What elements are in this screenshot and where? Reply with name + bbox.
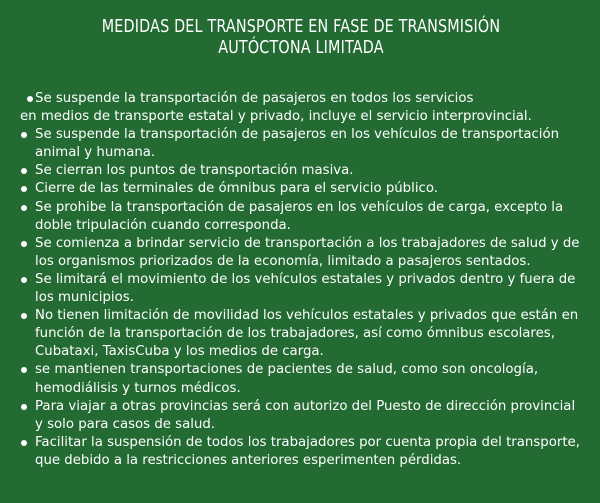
bullet-icon [21,404,27,410]
bullet-icon [21,186,27,192]
bullet-icon [21,367,27,373]
list-item-lead: Se suspende la transportación de pasajeros en todos los servicios [35,91,474,106]
list-item-text: No tienen limitación de movilidad los vehículos estatales y privados que están en función de la transportación de los trabajadores, así como ómnibus escolares, Cubataxi, TaxisCuba y los medios de carga. [35,308,579,360]
list-item [20,361,582,397]
bullet-icon [21,132,27,138]
page-title [71,17,532,59]
measures-list [20,90,582,470]
list-item-text: Para viajar a otras provincias será con autorizo del Puesto de dirección provincial y solo para casos de salud. [35,398,576,432]
bullet-icon [27,96,33,102]
list-item-text: Se prohibe la transportación de pasajeros en los vehículos de carga, excepto la doble tripulación cuando corresponda. [35,199,564,233]
bullet-icon [21,277,27,283]
list-item-text: se mantienen transportaciones de pacientes de salud, como son oncología, hemodiálisis y turnos médicos. [35,362,539,396]
bullet-icon [21,205,27,211]
bullet-icon [21,440,27,446]
list-item [20,162,582,180]
list-item-text: Se limitará el movimiento de los vehículos estatales y privados dentro y fuera de los municipios. [35,271,576,306]
bullet-icon [21,313,27,319]
list-item [20,235,582,271]
title-line-1: MEDIDAS DEL TRANSPORTE EN FASE DE TRANSMISIÓN [101,17,501,37]
list-item [20,434,582,470]
list-item-text: Se comienza a brindar servicio de transportación a los trabajadores de salud y de los organismos priorizados de la economía, limitado a pasajeros sentados. [35,235,580,269]
title-line-2: AUTÓCTONA LIMITADA [218,38,384,58]
list-item [20,126,582,162]
bullet-icon [21,168,27,174]
list-item [20,307,582,361]
list-item-text: en medios de transporte estatal y privado, incluye el servicio interprovincial. [20,109,532,125]
list-item [20,271,582,307]
list-item [20,90,582,126]
list-item [20,398,582,434]
list-item-text: Facilitar la suspensión de todos los trabajadores por cuenta propia del transporte, que debido a la restricciones anteriores esperimenten pérdidas. [35,434,580,468]
list-item [20,199,582,235]
list-item [20,180,582,198]
list-item-text: Cierre de las terminales de ómnibus para el servicio público. [35,181,438,197]
list-item-text: Se suspende la transportación de pasajeros en los vehículos de transportación animal y humana. [35,127,560,161]
bullet-icon [21,241,27,247]
list-item-text: Se cierran los puntos de transportación masiva. [35,163,354,179]
